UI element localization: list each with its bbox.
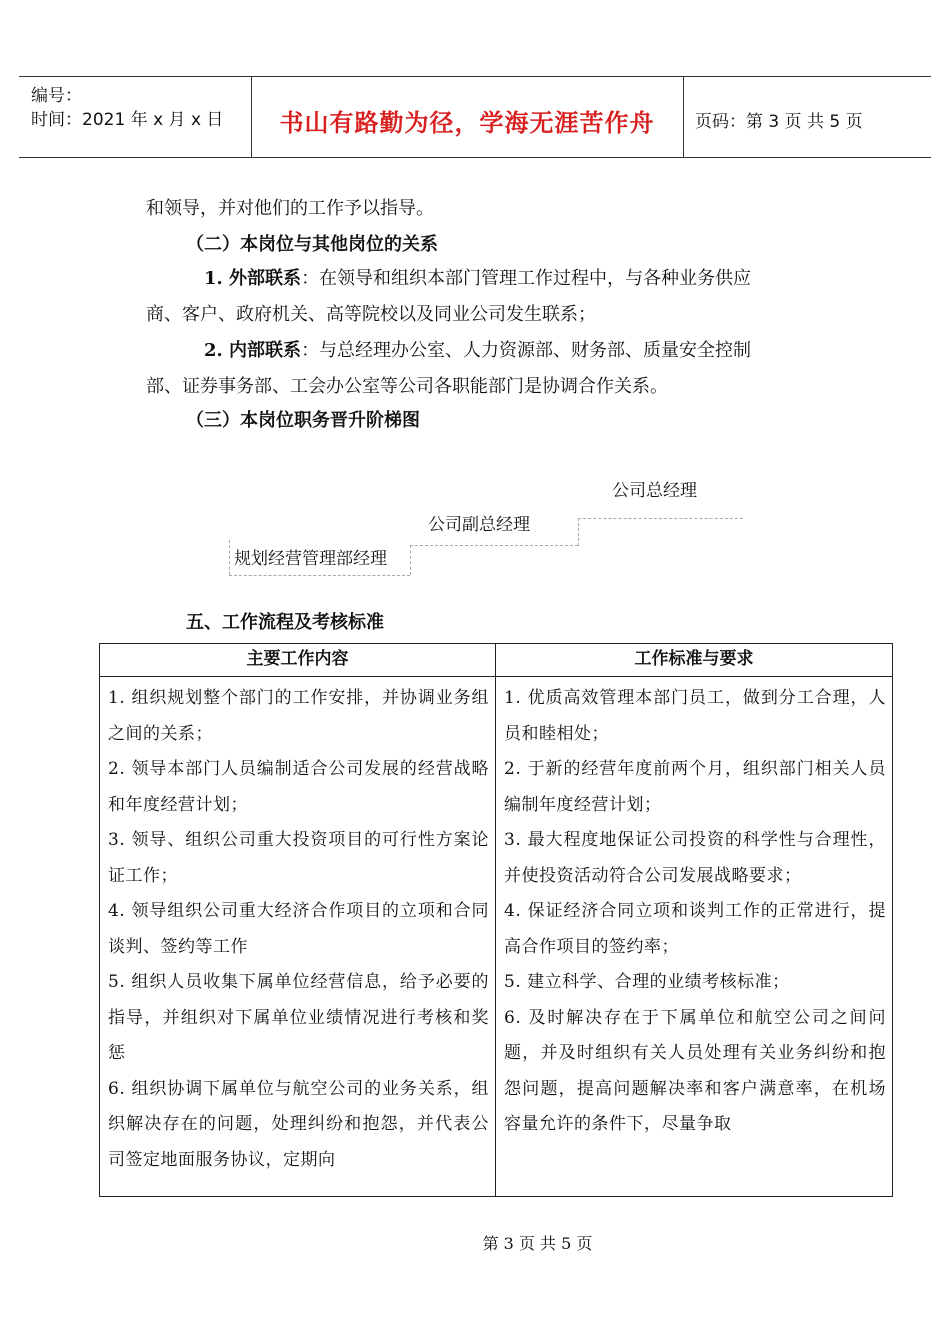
motto: 书山有路勤为径，学海无涯苦作舟 <box>279 109 655 137</box>
workflow-table <box>99 643 893 1197</box>
work-content-item-5: 5. 组织人员收集下属单位经营信息，给予必要的指导，并组织对下属单位业绩情况进行考核和奖惩 <box>108 972 489 1063</box>
page-header <box>19 76 931 158</box>
section-title-relations: （二）本岗位与其他岗位的关系 <box>186 234 438 255</box>
ladder-top-riser <box>578 518 579 546</box>
header-left-cell <box>19 77 252 157</box>
work-content-item-2: 2. 领导本部门人员编制适合公司发展的经营战略和年度经营计划； <box>108 759 489 815</box>
work-standard-item-5: 5. 建立科学、合理的业绩考核标准； <box>504 972 790 992</box>
work-standard-item-6: 6. 及时解决存在于下属单位和航空公司之间问题，并及时组织有关人员处理有关业务纠纷和抱怨问题，提高问题解决率和客户满意率，在机场容量允许的条件下，尽量争取 <box>504 1007 886 1134</box>
table-row <box>100 677 893 1197</box>
ladder-middle-riser <box>410 545 411 575</box>
column-header-content: 主要工作内容 <box>100 644 496 677</box>
work-content-item-4: 4. 领导组织公司重大经济合作项目的立项和合同谈判、签约等工作 <box>108 901 489 957</box>
work-standard-item-3: 3. 最大程度地保证公司投资的科学性与合理性，并使投资活动符合公司发展战略要求； <box>504 830 886 886</box>
ladder-middle-label: 公司副总经理 <box>428 515 530 535</box>
table-header-row <box>100 644 893 677</box>
header-right-cell <box>683 77 931 157</box>
column-header-standards: 工作标准与要求 <box>496 644 893 677</box>
work-standard-item-4: 4. 保证经济合同立项和谈判工作的正常进行，提高合作项目的签约率； <box>504 901 886 957</box>
ladder-bottom-left-edge <box>229 540 230 575</box>
work-content-cell <box>100 677 496 1197</box>
section-title-workflow: 五、工作流程及考核标准 <box>186 612 384 633</box>
work-content-item-6: 6. 组织协调下属单位与航空公司的业务关系，组织解决存在的问题，处理纠纷和抱怨，并代表公司签定地面服务协议，定期向 <box>108 1078 489 1170</box>
external-relations-label: 1. 外部联系 <box>204 268 302 289</box>
internal-relations-continued: 部、证券事务部、工会办公室等公司各职能部门是协调合作关系。 <box>146 376 668 397</box>
section-title-promotion: （三）本岗位职务晋升阶梯图 <box>186 410 420 431</box>
header-center-cell <box>251 77 684 157</box>
ladder-top-step-line <box>578 518 743 519</box>
internal-relations-text: ：与总经理办公室、人力资源部、财务部、质量安全控制 <box>301 340 752 361</box>
ladder-middle-step-line <box>410 545 578 546</box>
work-content-item-1: 1. 组织规划整个部门的工作安排，并协调业务组之间的关系； <box>108 688 489 744</box>
internal-relations-line <box>204 338 751 364</box>
ladder-top-label: 公司总经理 <box>612 481 697 501</box>
time-label: 时间：2021 年 x 月 x 日 <box>31 110 224 130</box>
work-standard-item-2: 2. 于新的经营年度前两个月，组织部门相关人员编制年度经营计划； <box>504 759 886 815</box>
page-number-label: 页码：第 3 页 共 5 页 <box>695 112 863 132</box>
paragraph-continuation: 和领导，并对他们的工作予以指导。 <box>146 198 434 219</box>
work-standard-cell <box>496 677 893 1197</box>
ladder-bottom-step-line <box>229 575 410 576</box>
external-relations-text: ：在领导和组织本部门管理工作过程中，与各种业务供应 <box>301 268 752 289</box>
external-relations-line <box>204 266 751 292</box>
work-standard-item-1: 1. 优质高效管理本部门员工，做到分工合理，人员和睦相处； <box>504 688 886 744</box>
page-footer: 第 3 页 共 5 页 <box>482 1234 593 1253</box>
serial-label: 编号： <box>31 86 82 106</box>
internal-relations-label: 2. 内部联系 <box>204 340 302 361</box>
work-content-item-3: 3. 领导、组织公司重大投资项目的可行性方案论证工作； <box>108 830 489 886</box>
ladder-bottom-label: 规划经营管理部经理 <box>234 549 387 569</box>
external-relations-continued: 商、客户、政府机关、高等院校以及同业公司发生联系； <box>146 304 596 325</box>
